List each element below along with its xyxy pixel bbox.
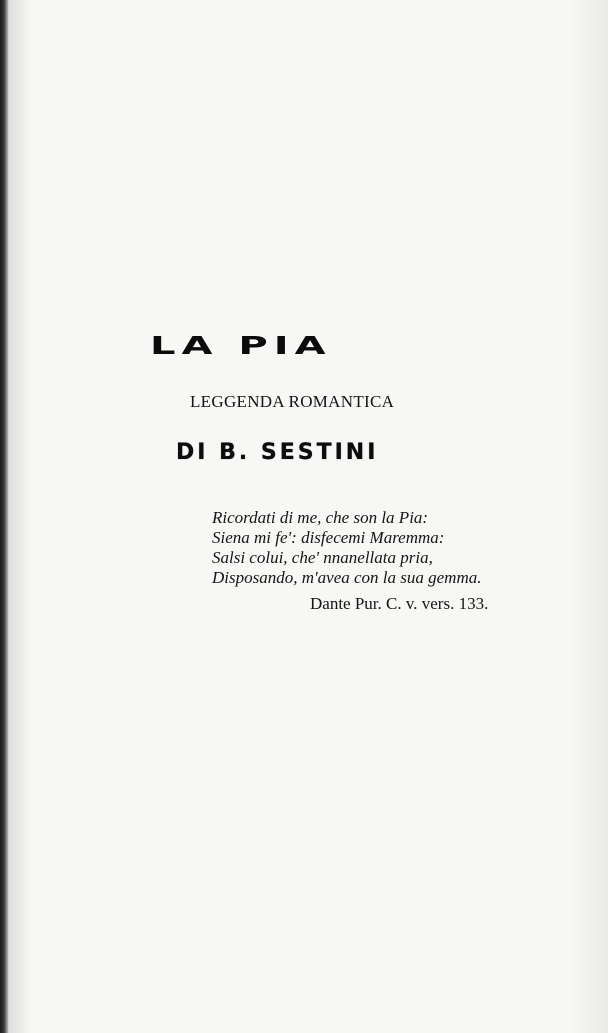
binding-shadow	[9, 0, 31, 1033]
epigraph-line: Disposando, m'avea con la sua gemma.	[212, 568, 482, 587]
binding-edge	[0, 0, 9, 1033]
book-author: DI B. SESTINI	[176, 440, 379, 465]
epigraph-line: Ricordati di me, che son la Pia:	[212, 508, 429, 527]
book-title: LA PIA	[150, 331, 332, 361]
epigraph-line: Siena mi fe': disfecemi Maremma:	[212, 528, 445, 547]
epigraph-citation: Dante Pur. C. v. vers. 133.	[310, 594, 489, 613]
book-subtitle: LEGGENDA ROMANTICA	[190, 392, 395, 411]
epigraph-line: Salsi colui, che' nnanellata pria,	[212, 548, 433, 567]
epigraph	[212, 508, 542, 588]
page-edge	[568, 0, 608, 1033]
